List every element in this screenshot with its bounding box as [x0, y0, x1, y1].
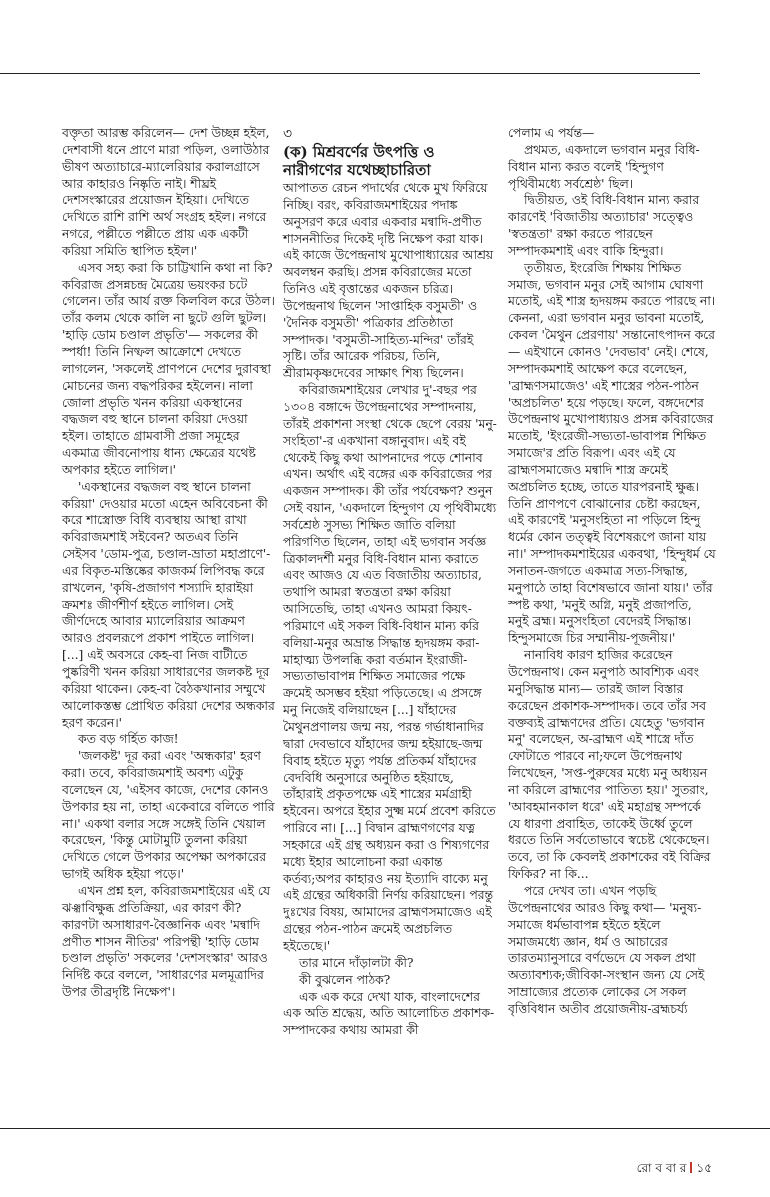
section-number: ৩	[283, 126, 293, 142]
paragraph: তৃতীয়ত, ইংরেজি শিক্ষায় শিক্ষিত সমাজ, ভগবান মনুর সেই আগাম ঘোষণা মতোই, এই শাস্ত্র হৃদয়ঙ্গম করতে পারছে না। কেননা, এরা ভগবান মনুর ভাবনা মতোই, কেবল 'মৈথুন প্রেরণায়' সন্তানোৎপাদন করে— এইখানে কোনও 'দেবভাব' নেই। শেষে, সম্পাদকমশাই আক্ষেপ করে বলেছেন, 'ব্রাহ্মণসমাজেও' এই শাস্ত্রের পঠন-পাঠন 'অপ্রচলিত' হয়ে পড়ছে। ফলে, বঙ্গদেশের উপেন্দ্রনাথ মুখোপাধ্যায়ও প্রসন্ন কবিরাজের মতোই, 'ইংরেজী-সভ্যতা-ভাবাপন্ন শিক্ষিত সমাজে'র প্রতি বিরূপ। এবং এই যে ব্রাহ্মণসমাজেও মন্বাদি শাস্ত্র ক্রমেই অপ্রচলিত হচ্ছে, তাতে যারপরনাই ক্ষুব্ধ। তিনি প্রাণপণে বোঝানোর চেষ্টা করছেন, এই কারণেই 'মনুসংহিতা না পড়িলে হিন্দু ধর্মের কোন তত্ত্বই বিশেষরূপে জানা যায় না।' সম্পাদকমশাইয়ের একবথা, 'হিন্দুধর্ম যে সনাতন-জগতে একমাত্র সত্য-সিদ্ধান্ত, মনুপাঠে তাহা বিশেষভাবে জানা যায়।' তাঁর স্পষ্ট কথা, 'মনুই অগ্নি, মনুই প্রজাপতি, মনুই ব্রহ্ম। মনুসংহিতা বেদেরই সিদ্ধান্ত। হিন্দুসমাজে চির সম্মানীয়-পূজনীয়।'	[508, 260, 716, 646]
paragraph: বক্তৃতা আরম্ভ করিলেন— দেশ উচ্ছন্ন হইল, দেশবাসী ধনে প্রাণে মারা পড়িল, ওলাউঠার ভীষণ অত্যাচারে-ম্যালেরিয়ার করালগ্রাসে আর কাহারও নিষ্কৃতি নাই। শীঘ্রই দেশসংস্কারের প্রয়োজন ইহিয়া। দেখিতে দেখিতে রাশি রাশি অর্থ সংগ্রহ হইল। নগরে নগরে, পল্লীতে পল্লীতে প্রায় এক একটী করিয়া সমিতি স্থাপিত হইল।'	[62, 126, 270, 258]
column-1	[62, 125, 276, 1001]
paragraph: 'একস্থানের বদ্ধজল বহু স্থানে চালনা করিয়া' দেওয়ার মতো এহেন অবিবেচনা কী করে শাস্ত্রোক্ত বিধি ব্যবস্থায় আস্থা রাখা কবিরাজমশাই সইবেন? অতএব তিনি সেইসব 'ডোম-পুত্র, চণ্ডাল-ভ্রাতা মহাপ্রাণে'-এর বিকৃত-মস্তিষ্কের কাজকর্ম লিপিবদ্ধ করে রাখলেন, 'কৃষি-প্রজাগণ শস্যাদি হারাইয়া ক্রমশঃ জীর্ণশীর্ণ হইতে লাগিল। সেই জীর্ণদেহে আবার ম্যালেরিয়ার আক্রমণ আরও প্রবলরূপে প্রকাশ পাইতে লাগিল। [...] এই অবসরে কেহ-বা নিজ বাটীতে পুষ্করিণী খনন করিয়া সাধারণের জলকষ্ট দূর করিয়া থাকেন। কেহ-বা বৈঠকখানার সম্মুখে আলোকস্তম্ভ প্রোথিত করিয়া দেশের অন্ধকার হরণ করেন।'	[62, 479, 275, 730]
paragraph: এখন প্রশ্ন হল, কবিরাজমশাইয়ের এই যে ঝঞ্ঝাবিক্ষুব্ধ প্রতিক্রিয়া, এর কারণ কী? কারণটা অসাধারণ-বৈজ্ঞানিক এবং 'মন্বাদি প্রণীত শাসন নীতির' পরিপন্থী 'হাড়ি ডোম চণ্ডাল প্রভৃতি' সকলের 'দেশসংস্কার' আরও নির্দিষ্ট করে বললে, 'সাধারণের মলমূত্রাদির উপর তীব্রদৃষ্টি নিক্ষেপ'।	[62, 883, 270, 1000]
bottom-rule	[0, 1128, 770, 1129]
paragraph: কত বড় গর্হিত কাজ!	[78, 732, 179, 747]
divider-bar	[690, 1162, 692, 1173]
magazine-name: রো ব বা র	[636, 1161, 687, 1175]
paragraph: কবিরাজমশাইয়ের লেখার দু'-বছর পর ১৩০৪ বঙ্গাব্দে উপেন্দ্রনাথের সম্পাদনায়, তাঁরই প্রকাশনা সংস্থা থেকে ছেপে বেরয় 'মনু-সংহিতা'-র একখানা বঙ্গানুবাদ। এই বই থেকেই কিছু কথা আপনাদের পড়ে শোনাব এখন। অর্থাৎ এই বঙ্গের এক কবিরাজের পর একজন সম্পাদক। কী তাঁর পর্যবেক্ষণ? শুনুন সেই বয়ান, 'একদালে হিন্দুগণ যে পৃথিবীমধ্যে সর্বশ্রেষ্ঠ সুসভ্য শিক্ষিত জাতি বলিয়া পরিগণিত ছিলেন, তাহা এই ভগবান সর্বজ্ঞ ত্রিকালদর্শী মনুর বিধি-বিধান মান্য করাতে এবং আজও যে এত বিজাতীয় অত্যাচার, তথাপি আমরা স্বতন্ত্রতা রক্ষা করিয়া আসিতেছি, তাহা এখনও আমরা কিয়ৎ-পরিমাণে এই সকল বিধি-বিধান মান্য করি বলিয়া-মনুর অভ্রান্ত সিদ্ধান্ত হৃদয়ঙ্গম করা-মাহাত্ম্য উপলব্ধি করা বর্তমান ইংরাজী-সভ্যতাভাবাপন্ন শিক্ষিত সমাজের পক্ষে ক্রমেই অসম্ভব হইয়া পড়িতেছে। এ প্রসঙ্গে মনু নিজেই বলিয়াছেন [...] যাঁহাদের মৈথুনপ্রণালয় জন্ম নয়, পরন্ত গর্ভাধানাদির দ্বারা দেবভাবে যাঁহাদের জন্ম হইয়াছে-জন্ম বিবাহ হইতে মৃত্যু পর্যন্ত প্রতিকর্ম যাঁহাদের বেদবিধি অনুসারে অনুষ্ঠিত হইয়াছে, তাঁহারাই প্রকৃতপক্ষে এই শাস্ত্রের মর্মগ্রাহী হইবেন। অপরে ইহার সুক্ষ্ম মর্মে প্রবেশ করিতে পারিবে না। [...] বিদ্বান ব্রাহ্মণগণের যত্ন সহকারে এই গ্রন্থ অধ্যয়ন করা ও শিষ্যগণের মধ্যে ইহার আলোচনা করা একান্ত কর্তব্য;অপর কাহারও নয় ইত্যাদি বাক্যে মনু এই গ্রন্থের অধিকারী নির্ণয় করিয়াছেন। পরন্তু দুঃখের বিষয়, আমাদের ব্রাহ্মণসমাজেও এই গ্রন্থের পঠন-পাঠন ক্রমেই অপ্রচলিত হইতেছে।'	[283, 383, 497, 953]
page-number: ১৫	[696, 1161, 712, 1175]
column-3	[508, 125, 716, 1018]
column-2	[283, 125, 497, 1039]
paragraph: নানাবিধ কারণ হাজির করেছেন উপেন্দ্রনাথ। কেন মনুপাঠ আবশ্যিক এবং মনুসিদ্ধান্ত মান্য— তারই জাল বিস্তার করেছেন প্রকাশক-সম্পাদক। তবে তাঁর সব বক্তব্যই ব্রাহ্মণদের প্রতি। যেহেতু 'ভগবান মনু' বলেছেন, অ-ব্রাহ্মণ এই শাস্ত্রে দাঁত ফোটাতে পারবে না;ফলে উপেন্দ্রনাথ লিখেছেন, 'সপ্ত-পুরুষের মধ্যে মনু অধ্যয়ন না করিলে ব্রাহ্মণের পাতিত্য হয়।' সুতরাং, 'আবহমানকাল ধরে' এই মহাগ্রন্থ সম্পর্কে যে ধারণা প্রবাহিত, তাকেই উর্ধ্বে তুলে ধরতে তিনি সর্বতোভাবে স্বচেষ্ট থেকেছেন। তবে, তা কি কেবলই প্রকাশকের বই বিক্রির ফিকির? না কি...	[508, 648, 711, 882]
page-footer	[637, 1160, 712, 1180]
paragraph: পরে দেখব তা। এখন পড়ছি উপেন্দ্রনাথের আরও কিছু কথা— 'মনুষ্য-সমাজে ধর্মভাবাপন্ন হইতে হইলে সমাজমধ্যে জ্ঞান, ধর্ম ও আচারের তারতম্যানুসারে বর্ণভেদে যে সকল প্রথা অত্যাবশ্যক;জীবিকা-সংস্থান জন্য যে সেই সাম্রাজ্যের প্রত্যেক লোকের সে সকল বৃত্তিবিধান অতীব প্রয়োজনীয়-ব্রহ্মচর্য্য	[508, 883, 705, 1016]
paragraph: কী বুঝলেন পাঠক?	[299, 972, 391, 987]
section-heading: (ক) মিশ্রবর্ণের উৎপত্তি ও নারীগণের যথেচ্ছাচারিতা	[283, 143, 435, 179]
paragraph: তার মানে দাঁড়ালটা কী?	[299, 955, 414, 970]
paragraph: আপাতত রেচন পদার্থের থেকে মুখ ফিরিয়ে নিচ্ছি। বরং, কবিরাজমশাইয়ের পদাঙ্ক অনুসরণ করে এবার একবার মন্বাদি-প্রণীত শাসননীতির দিকেই দৃষ্টি নিক্ষেপ করা যাক। এই কাজে উপেন্দ্রনাথ মুখোপাধ্যায়ের আশ্রয় অবলম্বন করছি। প্রসন্ন কবিরাজের মতো তিনিও এই বৃত্তান্তের একজন চরিত্র। উপেন্দ্রনাথ ছিলেন 'সাপ্তাহিক বসুমতী' ও 'দৈনিক বসুমতী' পত্রিকার প্রতিষ্ঠাতা সম্পাদক। 'বসুমতী-সাহিত্য-মন্দির' তাঁরই সৃষ্টি। তাঁর আরেক পরিচয়, তিনি, শ্রীরামকৃষ্ণদেবের সাক্ষাৎ শিষ্য ছিলেন।	[283, 181, 494, 381]
paragraph: এক এক করে দেখা যাক, বাংলাদেশের এক অতি শ্রদ্ধেয়, অতি আলোচিত প্রকাশক-সম্পাদকের কথায় আমরা কী	[283, 989, 495, 1038]
paragraph: পেলাম এ পর্যন্ত—	[508, 126, 595, 140]
paragraph: দ্বিতীয়ত, ওই বিধি-বিধান মান্য করার কারণেই 'বিজাতীয় অত্যাচার' সত্ত্বেও 'স্বতন্ত্রতা' রক্ষা করতে পারছেন সম্পাদকমশাই এবং বাকি হিন্দুরা।	[508, 193, 700, 258]
paragraph: এসব সহ্য করা কি চাট্টিখানি কথা না কি? কবিরাজ প্রসন্নচন্দ্র মৈত্রেয় ভয়ংকর চটে গেলেন। তাঁর আর্য রক্ত কিলবিল করে উঠল। তাঁর কলম থেকে কালি না ছুটে গুলি ছুটল। 'হাড়ি ডোম চণ্ডাল প্রভৃতি'— সকলের কী স্পর্ধা! তিনি নিষ্ফল আক্রোশে দেখতে লাগলেন, 'সকলেই প্রাণপনে দেশের দুরাবস্থা মোচনের জন্য বদ্ধপরিকর হইলেন। নালা জোলা প্রভৃতি খনন করিয়া একস্থানের বদ্ধজল বহু স্থানে চালনা করিয়া দেওয়া হইল। তাহাতে গ্রামবাসী প্রজা সমূহের একমাত্র জীবনোপায় ধান্য ক্ষেত্রের যথেষ্ট অপকার হইতে লাগিল।'	[62, 260, 275, 477]
paragraph: প্রথমত, একদালে ভগবান মনুর বিধি-বিধান মান্য করত বলেই 'হিন্দুগণ পৃথিবীমধ্যে সর্বশ্রেষ্ঠ' ছিল।	[508, 142, 700, 191]
top-rule	[0, 73, 700, 74]
paragraph: 'জলকষ্ট' দূর করা এবং 'অন্ধকার' হরণ করা। তবে, কবিরাজমশাই অবশ্য এটুকু বলেছেন যে, 'এইসব কাজে, দেশের কোনও উপকার হয় না, তাহা একেবারে বলিতে পারি না।' একথা বলার সঙ্গে সঙ্গেই তিনি খেয়াল করেছেন, 'কিন্তু মোটামুটি তুলনা করিয়া দেখিতে গেলে উপকার অপেক্ষা অপকারের ভাগই অধিক হইয়া পড়ে।'	[62, 749, 275, 882]
